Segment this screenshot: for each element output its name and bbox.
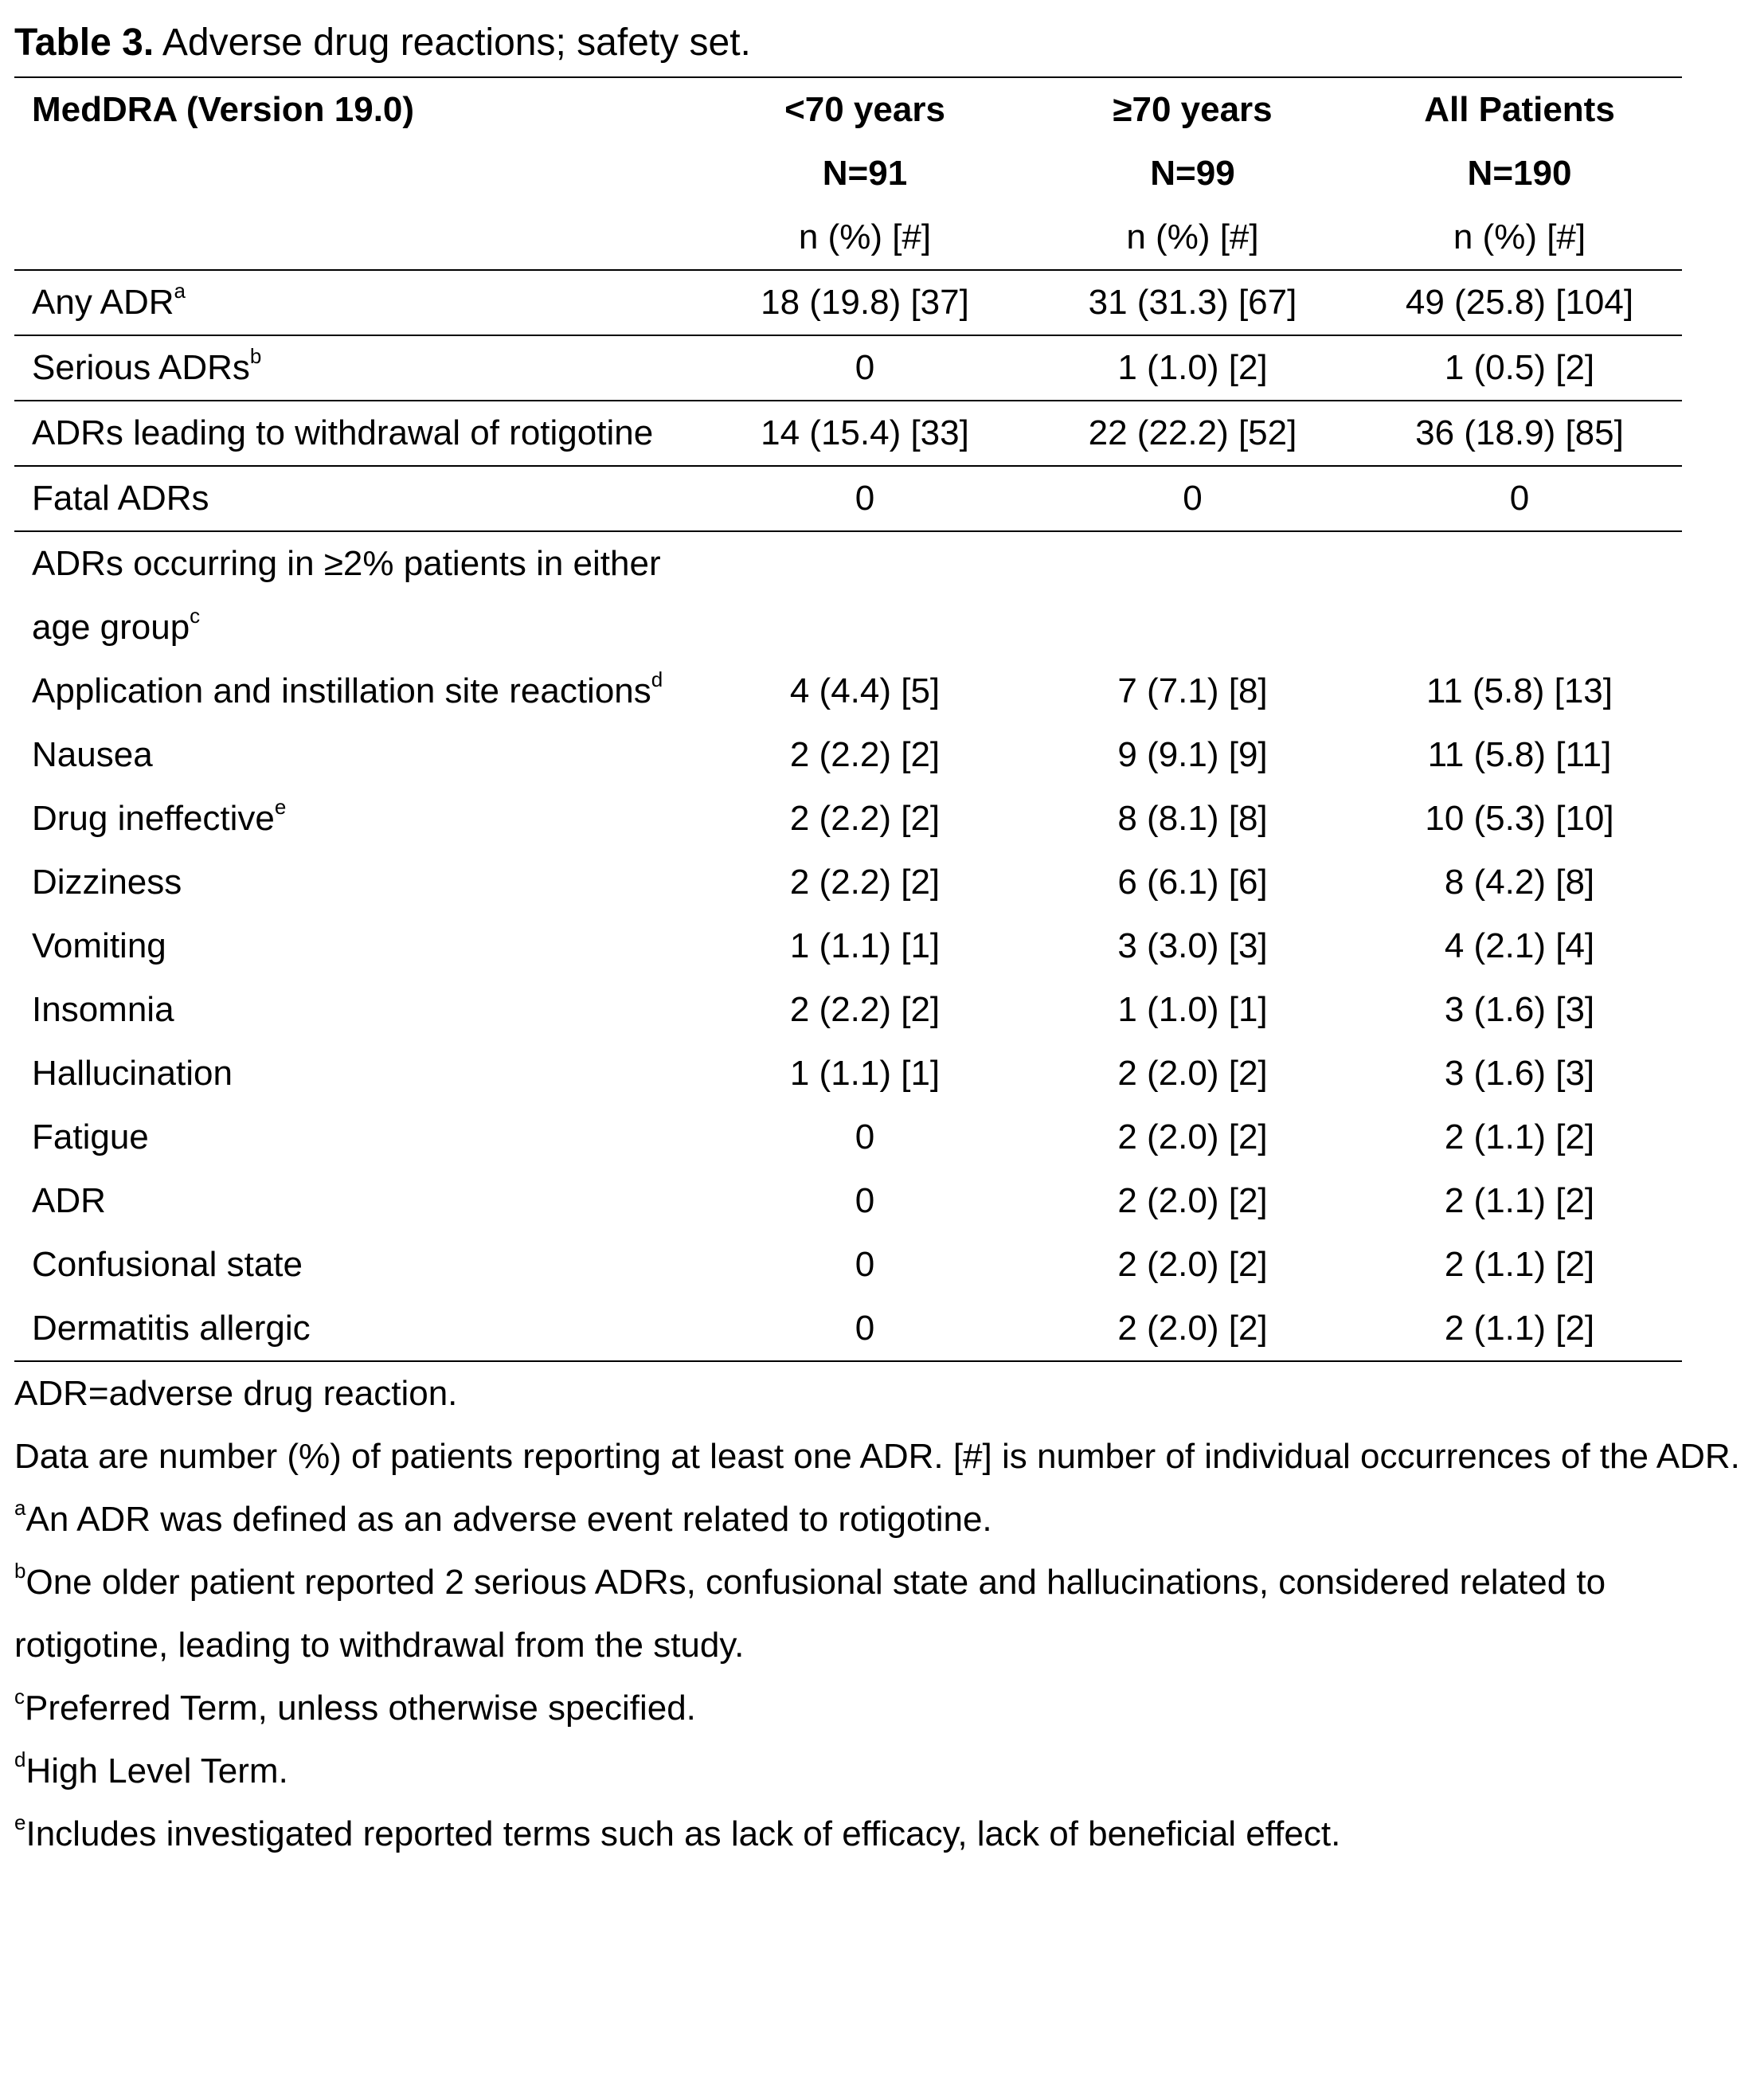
row-label xyxy=(14,1169,702,1233)
detail-row xyxy=(14,1042,1682,1106)
footnote xyxy=(14,1488,1750,1551)
header-unit-under-70: n (%) [#] xyxy=(798,217,932,256)
summary-row xyxy=(14,466,1682,531)
header-row-group-names xyxy=(14,77,1682,142)
detail-row xyxy=(14,723,1682,787)
value-cell: 1 (1.1) [1] xyxy=(789,926,941,965)
value-cell: 18 (19.8) [37] xyxy=(702,270,1028,335)
footnote-mark: e xyxy=(274,795,287,820)
adverse-reactions-table xyxy=(14,76,1682,1362)
row-label xyxy=(14,335,702,401)
value-cell: 49 (25.8) [104] xyxy=(1357,270,1682,335)
value-cell: 2 (2.2) [2] xyxy=(789,735,941,774)
footnote xyxy=(14,1740,1750,1802)
footnote xyxy=(14,1802,1750,1865)
row-label-text: Serious ADRs xyxy=(32,348,250,387)
detail-row xyxy=(14,851,1682,914)
header-n-all: N=190 xyxy=(1467,154,1572,193)
value-cell: 0 xyxy=(855,1181,875,1220)
footnote-mark: a xyxy=(174,279,186,303)
detail-row xyxy=(14,914,1682,978)
value-cell: 0 xyxy=(1028,466,1357,531)
value-cell: 2 (2.0) [2] xyxy=(1028,1297,1357,1361)
value-cell: 2 (2.2) [2] xyxy=(789,863,941,902)
value-cell: 2 (1.1) [2] xyxy=(1444,1117,1595,1156)
detail-rows xyxy=(14,659,1682,1361)
header-row-counts xyxy=(14,142,1682,205)
value-cell: 2 (2.0) [2] xyxy=(1117,1054,1268,1093)
footnote xyxy=(14,1677,1750,1740)
footnote-mark: d xyxy=(651,667,663,692)
value-cell: 9 (9.1) [9] xyxy=(1117,735,1268,774)
footnote-mark: a xyxy=(14,1496,26,1520)
table-footnotes xyxy=(14,1362,1750,1865)
row-label-text: Insomnia xyxy=(32,990,174,1029)
row-label xyxy=(14,787,702,851)
value-cell: 1 (1.1) [1] xyxy=(789,1054,941,1093)
value-cell: 1 (1.0) [2] xyxy=(1028,335,1357,401)
value-cell: 0 xyxy=(702,1297,1028,1361)
section-heading xyxy=(14,531,702,659)
header-group-70-plus: ≥70 years xyxy=(1028,77,1357,142)
header-unit-70-plus: n (%) [#] xyxy=(1126,217,1259,256)
row-label xyxy=(14,1106,702,1169)
header-meddra-version: MedDRA (Version 19.0) xyxy=(14,77,702,142)
document-page xyxy=(14,18,1750,1865)
footnote-text: Preferred Term, unless otherwise specified. xyxy=(25,1689,696,1728)
row-label xyxy=(14,914,702,978)
header-n-70-plus: N=99 xyxy=(1150,154,1235,193)
footnote-text: Data are number (%) of patients reporting at least one ADR. [#] is number of individual occurrences of the ADR. xyxy=(14,1437,1740,1476)
value-cell: 4 (2.1) [4] xyxy=(1444,926,1595,965)
row-label-text: ADR xyxy=(32,1181,106,1220)
table-caption-text: Adverse drug reactions; safety set. xyxy=(154,22,751,64)
value-cell: 0 xyxy=(1357,466,1682,531)
row-label-text: Dizziness xyxy=(32,863,182,902)
row-label-text: Any ADR xyxy=(32,283,174,322)
value-cell: 3 (1.6) [3] xyxy=(1444,1054,1595,1093)
value-cell: 22 (22.2) [52] xyxy=(1028,401,1357,466)
footnote-mark: d xyxy=(14,1747,26,1772)
detail-row xyxy=(14,978,1682,1042)
footnote-mark: e xyxy=(14,1810,26,1835)
detail-row xyxy=(14,1297,1682,1361)
row-label-text: Nausea xyxy=(32,735,153,774)
footnote xyxy=(14,1551,1750,1677)
value-cell: 1 (1.0) [1] xyxy=(1117,990,1268,1029)
detail-row xyxy=(14,1233,1682,1297)
value-cell: 10 (5.3) [10] xyxy=(1425,799,1614,838)
header-empty-cell xyxy=(14,142,702,205)
footnote xyxy=(14,1425,1750,1488)
footnote xyxy=(14,1362,1750,1425)
detail-row xyxy=(14,1169,1682,1233)
row-label-text: Hallucination xyxy=(32,1054,233,1093)
summary-row xyxy=(14,401,1682,466)
footnote-mark: b xyxy=(249,344,262,369)
summary-rows xyxy=(14,270,1682,531)
value-cell: 2 (2.2) [2] xyxy=(789,799,941,838)
row-label xyxy=(14,723,702,787)
header-group-under-70: <70 years xyxy=(702,77,1028,142)
row-label-text: Application and instillation site reactions xyxy=(32,671,651,710)
value-cell: 3 (3.0) [3] xyxy=(1117,926,1268,965)
value-cell: 0 xyxy=(855,1245,875,1284)
value-cell: 2 (2.0) [2] xyxy=(1117,1117,1268,1156)
section-heading-text: ADRs occurring in ≥2% patients in either age group xyxy=(32,544,661,647)
row-label xyxy=(14,270,702,335)
row-label xyxy=(14,1042,702,1106)
summary-row xyxy=(14,335,1682,401)
footnote-mark: b xyxy=(14,1559,26,1583)
detail-row xyxy=(14,1106,1682,1169)
row-label xyxy=(14,1297,702,1361)
footnote-mark: c xyxy=(14,1685,25,1709)
header-row-units xyxy=(14,205,1682,270)
section-heading-row xyxy=(14,531,1682,659)
header-group-all: All Patients xyxy=(1357,77,1682,142)
row-label xyxy=(14,1233,702,1297)
value-cell: 14 (15.4) [33] xyxy=(702,401,1028,466)
table-caption xyxy=(14,18,1750,68)
value-cell: 2 (1.1) [2] xyxy=(1444,1245,1595,1284)
value-cell: 4 (4.4) [5] xyxy=(789,671,941,710)
row-label xyxy=(14,466,702,531)
section-heading-footnote-mark: c xyxy=(190,604,201,628)
row-label-text: Fatal ADRs xyxy=(32,479,209,518)
value-cell: 6 (6.1) [6] xyxy=(1117,863,1268,902)
value-cell: 8 (4.2) [8] xyxy=(1444,863,1595,902)
value-cell: 1 (0.5) [2] xyxy=(1357,335,1682,401)
row-label xyxy=(14,851,702,914)
value-cell: 2 (2.2) [2] xyxy=(789,990,941,1029)
footnote-text: An ADR was defined as an adverse event related to rotigotine. xyxy=(25,1500,992,1539)
row-label xyxy=(14,401,702,466)
row-label-text: Drug ineffective xyxy=(32,799,275,838)
table-caption-label: Table 3. xyxy=(14,22,154,64)
row-label-text: Vomiting xyxy=(32,926,166,965)
header-unit-all: n (%) [#] xyxy=(1453,217,1586,256)
footnote-text: High Level Term. xyxy=(25,1751,288,1790)
value-cell: 0 xyxy=(702,466,1028,531)
value-cell: 36 (18.9) [85] xyxy=(1357,401,1682,466)
value-cell: 0 xyxy=(855,1117,875,1156)
value-cell: 0 xyxy=(702,335,1028,401)
value-cell: 2 (2.0) [2] xyxy=(1117,1245,1268,1284)
footnote-text: ADR=adverse drug reaction. xyxy=(14,1374,458,1413)
value-cell: 2 (1.1) [2] xyxy=(1444,1181,1595,1220)
value-cell: 11 (5.8) [11] xyxy=(1427,735,1612,774)
footnote-text: Includes investigated reported terms such as lack of efficacy, lack of beneficial effect. xyxy=(25,1814,1341,1853)
value-cell: 11 (5.8) [13] xyxy=(1426,671,1613,710)
row-label-text: Dermatitis allergic xyxy=(32,1309,311,1348)
value-cell: 7 (7.1) [8] xyxy=(1117,671,1268,710)
value-cell: 2 (2.0) [2] xyxy=(1117,1181,1268,1220)
summary-row xyxy=(14,270,1682,335)
section-rows xyxy=(14,531,1682,659)
value-cell: 8 (8.1) [8] xyxy=(1117,799,1268,838)
value-cell: 3 (1.6) [3] xyxy=(1444,990,1595,1029)
row-label xyxy=(14,659,702,723)
header-empty-cell xyxy=(14,205,702,270)
value-cell: 2 (1.1) [2] xyxy=(1357,1297,1682,1361)
row-label-text: ADRs leading to withdrawal of rotigotine xyxy=(32,413,654,452)
footnote-text: One older patient reported 2 serious ADRs, confusional state and hallucinations, considered related to rotigotine, leading to withdrawal from the study. xyxy=(14,1563,1606,1665)
detail-row xyxy=(14,659,1682,723)
value-cell: 31 (31.3) [67] xyxy=(1028,270,1357,335)
header-n-under-70: N=91 xyxy=(822,154,908,193)
row-label-text: Confusional state xyxy=(32,1245,303,1284)
row-label-text: Fatigue xyxy=(32,1117,149,1156)
table-header xyxy=(14,77,1682,270)
detail-row xyxy=(14,787,1682,851)
row-label xyxy=(14,978,702,1042)
